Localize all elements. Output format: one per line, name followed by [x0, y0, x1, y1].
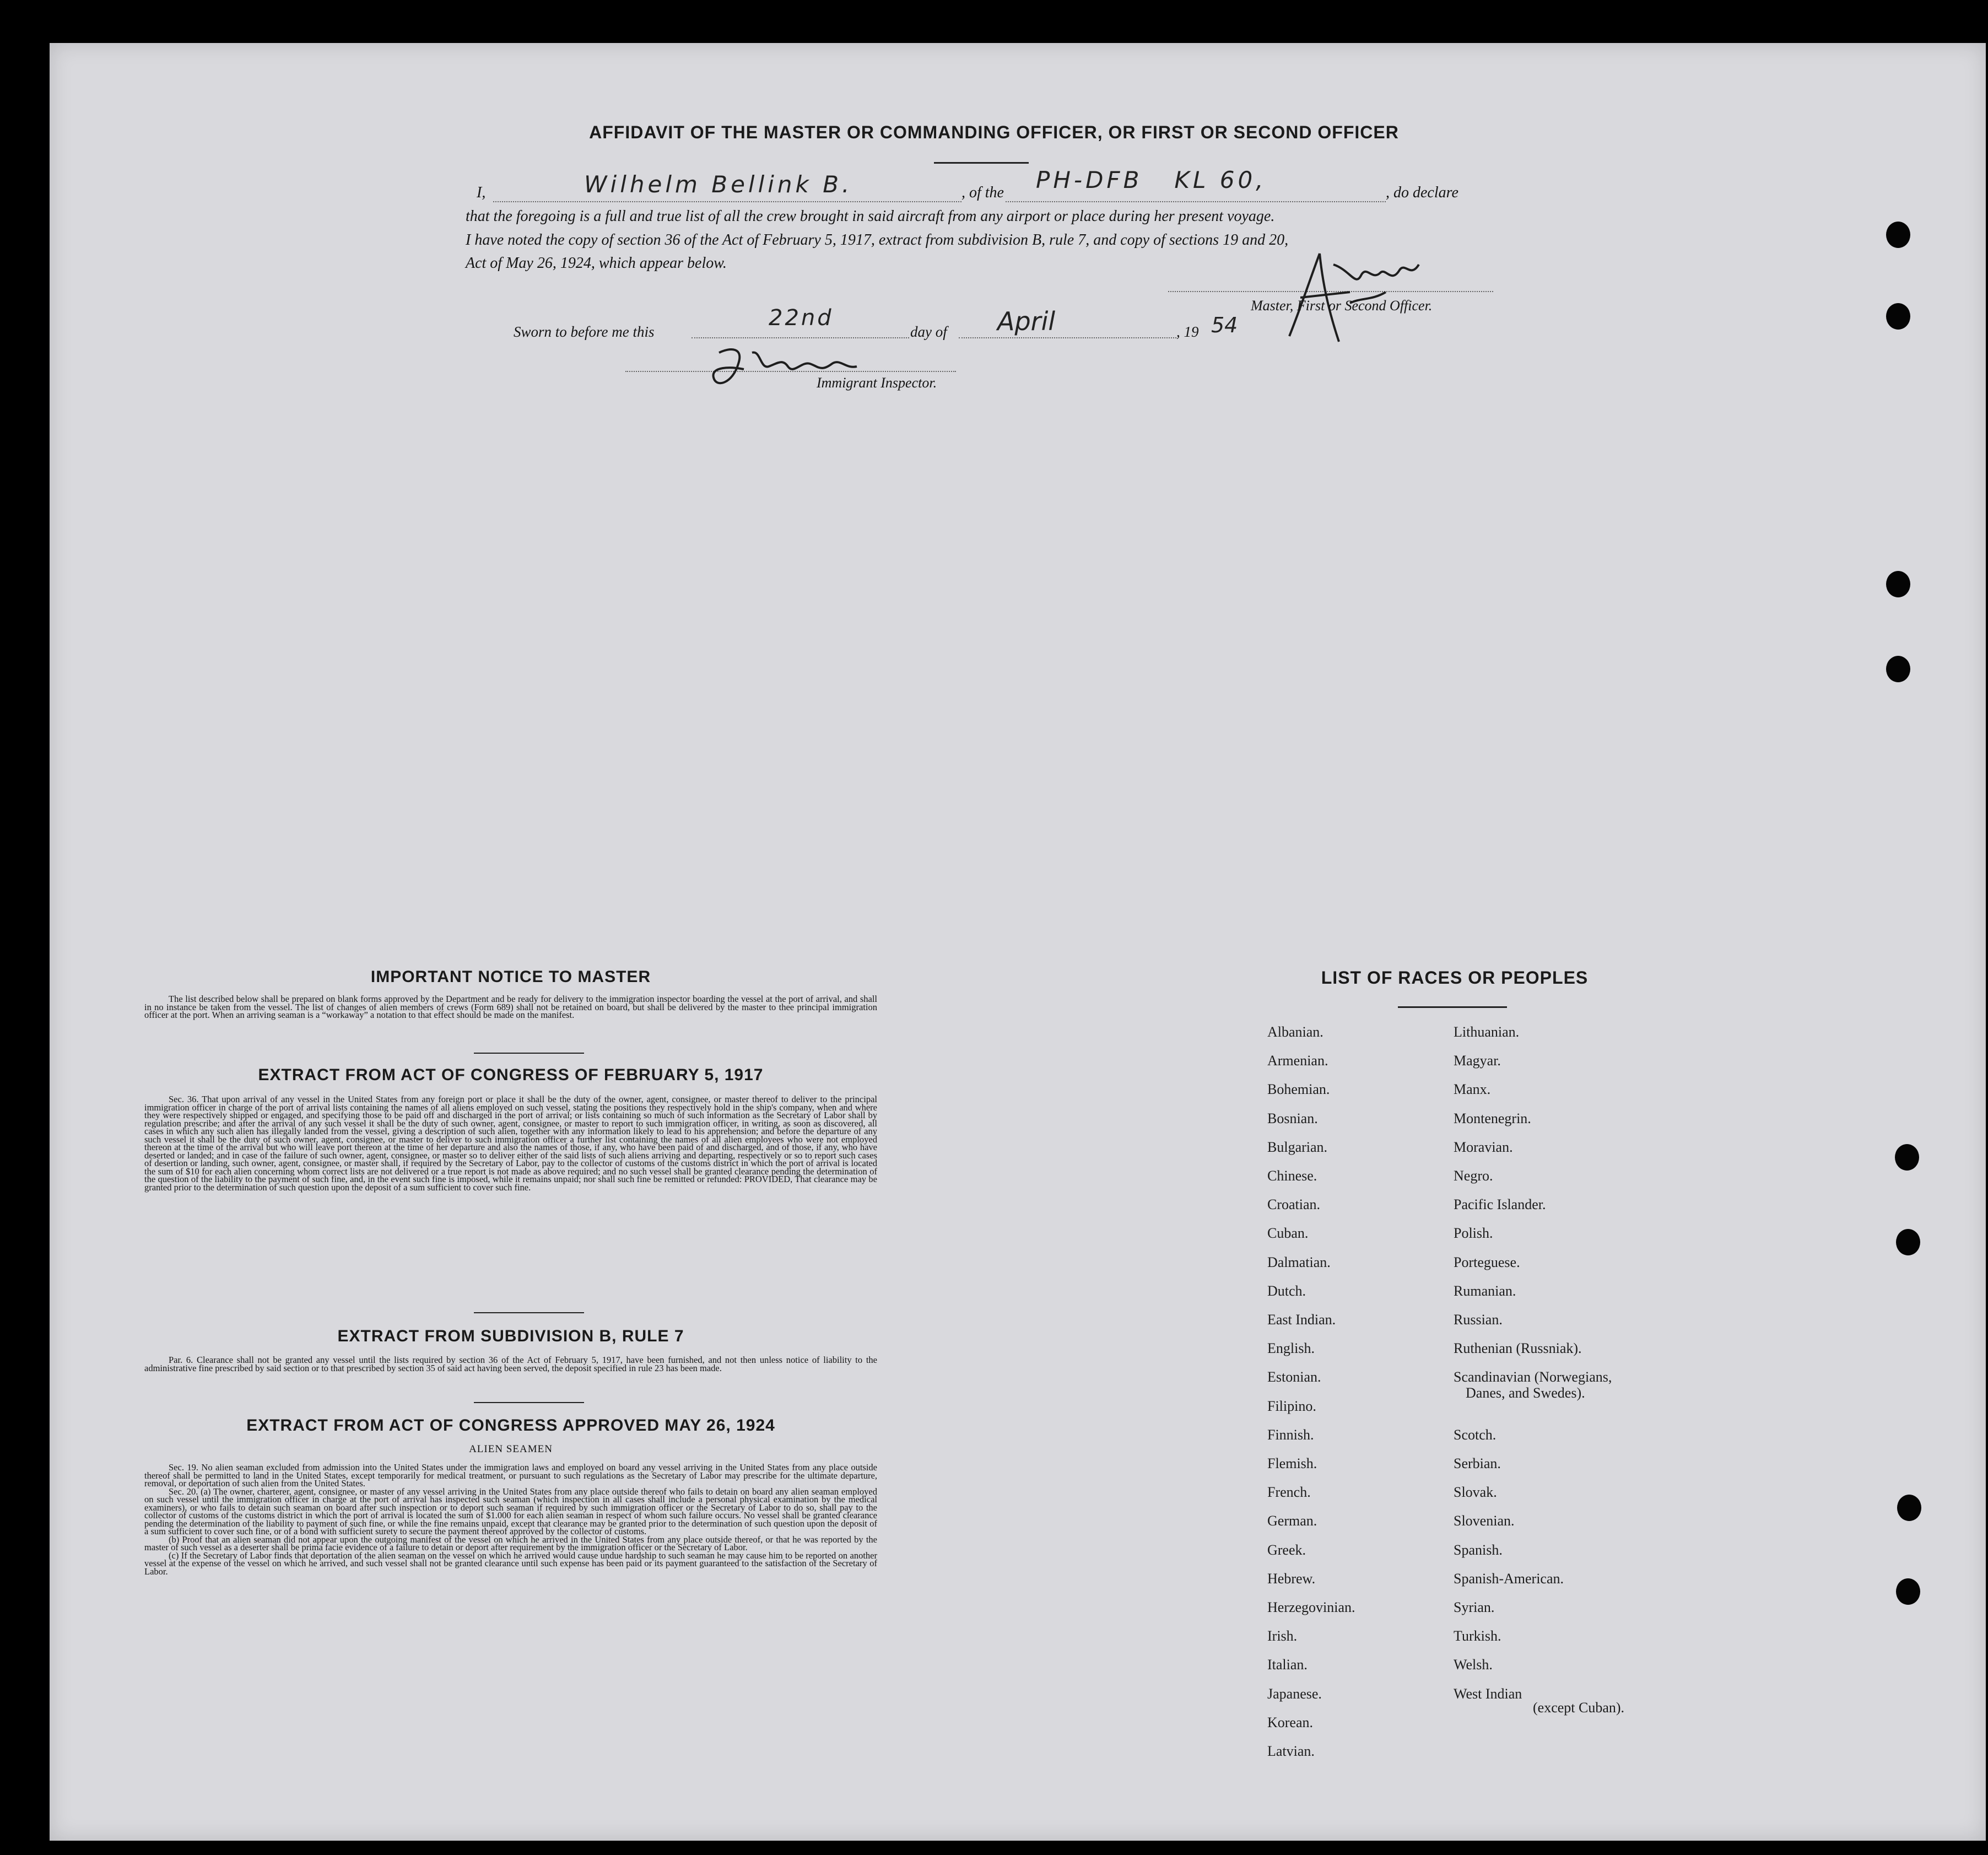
officer-name: Wilhelm Bellink B.	[584, 171, 853, 198]
race-item: Lithuanian.	[1454, 1024, 1520, 1040]
race-item: Scotch.	[1454, 1426, 1497, 1443]
race-item: Slovenian.	[1454, 1513, 1515, 1529]
races-divider	[1398, 1006, 1507, 1008]
race-item: Estonian.	[1267, 1369, 1321, 1385]
act1924-title: EXTRACT FROM ACT OF CONGRESS APPROVED MAY 26, 1924	[246, 1416, 775, 1435]
race-continuation: Danes, and Swedes).	[1466, 1385, 1585, 1401]
race-item: Armenian.	[1267, 1053, 1328, 1069]
act1924-text	[144, 1464, 877, 1576]
sworn-day: 22nd	[769, 305, 834, 331]
rule7-paragraph: Par. 6. Clearance shall not be granted any vessel until the lists required by section 36 of the Act of February 5, 1917, have been furnished, and not then unless notice of liability to the administrative fine prescribed by said section or to that prescribed by section 35 of said act having been served, the deposit specified in rule 23 has been made.	[144, 1355, 877, 1373]
notice-divider	[474, 1053, 584, 1054]
race-item: Moravian.	[1454, 1139, 1513, 1155]
race-item: Welsh.	[1454, 1657, 1493, 1673]
race-item: Slovak.	[1454, 1484, 1497, 1501]
race-item: English.	[1267, 1340, 1315, 1357]
race-item: Manx.	[1454, 1081, 1491, 1098]
race-item: Rumanian.	[1454, 1282, 1516, 1299]
race-item: Korean.	[1267, 1714, 1314, 1730]
notice-paragraph: The list described below shall be prepared on blank forms approved by the Department and be ready for delivery to the immigration inspector boarding the vessel at the port of arrival, and shall in no instance be taken from the vessel. The list of changes of alien members of crews (Form 689) shall not be retained on board, but shall be delivered by the master to thee principal immigration officer at the port. When an arriving seaman is a “workaway” a notation to that effect should be made on the manifest.	[144, 994, 877, 1020]
race-item: Polish.	[1454, 1225, 1493, 1242]
races-title: LIST OF RACES OR PEOPLES	[1321, 968, 1589, 988]
i-label: I,	[477, 184, 486, 201]
race-item: Dutch.	[1267, 1282, 1306, 1299]
punch-hole	[1886, 656, 1910, 682]
race-item: Turkish.	[1454, 1628, 1501, 1644]
race-item: Ruthenian (Russniak).	[1454, 1340, 1582, 1357]
affidavit-divider	[934, 162, 1029, 164]
year-prefix: , 19	[1176, 323, 1199, 340]
race-item: Albanian.	[1267, 1024, 1323, 1040]
race-item: Serbian.	[1454, 1455, 1501, 1471]
officer-signature	[1267, 231, 1444, 353]
race-item: Pacific Islander.	[1454, 1196, 1546, 1213]
race-item: Flemish.	[1267, 1455, 1317, 1471]
day-of-label: day of	[910, 323, 947, 340]
race-item: Montenegrin.	[1454, 1110, 1531, 1126]
race-item: Hebrew.	[1267, 1570, 1316, 1587]
race-item: Italian.	[1267, 1657, 1308, 1673]
affidavit-title: AFFIDAVIT OF THE MASTER OR COMMANDING OFFICER, OR FIRST OR SECOND OFFICER	[589, 122, 1399, 142]
race-item: Syrian.	[1454, 1599, 1495, 1615]
punch-hole	[1896, 1578, 1920, 1605]
race-item: Cuban.	[1267, 1225, 1309, 1242]
race-item: Scandinavian (Norwegians,	[1454, 1369, 1612, 1385]
affidavit-line-4: Act of May 26, 1924, which appear below.	[466, 255, 727, 272]
race-item: Finnish.	[1267, 1426, 1314, 1443]
punch-hole	[1886, 222, 1910, 248]
of-the-label: , of the	[961, 184, 1004, 201]
sec19-paragraph: Sec. 19. No alien seaman excluded from admission into the United States under the immigration laws and employed on board any vessel arriving in the United States from any place outside thereof shall be permitted to land in the United States, except temporarily for medical treatment, or pursuant to such regulations as the Secretary of Labor may prescribe for the ultimate departure, removal, or deportation of such alien from the United States.	[144, 1462, 877, 1489]
affidavit-line-3: I have noted the copy of section 36 of the Act of February 5, 1917, extract from subdivision B, rule 7, and copy of sections 19 and 20,	[466, 231, 1289, 249]
race-item: Croatian.	[1267, 1196, 1321, 1213]
race-item: Herzegovinian.	[1267, 1599, 1355, 1615]
race-item: Bohemian.	[1267, 1081, 1330, 1098]
officer-caption: Master, First or Second Officer.	[1251, 298, 1433, 314]
act1917-text	[144, 1096, 877, 1191]
race-item: Greek.	[1267, 1541, 1306, 1558]
race-item: Russian.	[1454, 1312, 1503, 1328]
race-item: German.	[1267, 1513, 1317, 1529]
race-item: Porteguese.	[1454, 1254, 1520, 1270]
race-item: Negro.	[1454, 1168, 1493, 1184]
sec20b-paragraph: (b) Proof that an alien seaman did not appear upon the outgoing manifest of the vessel on which he arrived in the United States from any place outside thereof, or that he was reported by the master of such vessel as a deserter shall be prima facie evidence of a failure to detain or deport after requirement by the immigration officer or the Secretary of Labor.	[144, 1534, 877, 1552]
sec20a-paragraph: Sec. 20. (a) The owner, charterer, agent, consignee, or master of any vessel arriving in the United States from any place outside thereof who fails to detain on board any alien seaman employed on such vessel until the immigration officer in charge at the port of arrival has inspected such seaman (which inspection in all cases shall include a personal physical examination by the medical examiners), or who fails to detain such seaman on board after such inspection or to deport such seaman if required by such immigration officer or the Secretary of Labor to do so, shall pay to the collector of customs of the customs district in which the port of arrival is located the sum of $1.000 for each alien seaman in respect of whom such failure occurs. No vessel shall be granted clearance pending the determination of the liability to payment of such fine, or while the fine remains unpaid, except that clearance may be granted prior to the determination of such question upon the deposit of a sum sufficient to cover such fine, or of a bond with sufficient surety to secure the payment thereof approved by the collector of customs.	[144, 1486, 877, 1536]
race-continuation: (except Cuban).	[1533, 1700, 1625, 1716]
rule7-text	[144, 1356, 877, 1372]
race-item: Spanish.	[1454, 1541, 1503, 1558]
race-item: Spanish-American.	[1454, 1570, 1564, 1587]
act1924-subtitle: ALIEN SEAMEN	[469, 1443, 553, 1455]
notice-text	[144, 995, 877, 1020]
sworn-label: Sworn to before me this	[514, 323, 655, 340]
sec20c-paragraph: (c) If the Secretary of Labor finds that deportation of the alien seaman on the vessel on which he arrived would cause undue hardship to such seaman he may cause him to be reported on another vessel at the expense of the vessel on which he arrived, and such vessel shall not be granted clearance until such expense has been paid or its payment guaranteed to the satisfaction of the Secretary of Labor.	[144, 1550, 877, 1577]
race-item: West Indian	[1454, 1685, 1522, 1702]
punch-hole	[1897, 1495, 1921, 1521]
inspector-caption: Immigrant Inspector.	[817, 375, 937, 391]
race-item: Filipino.	[1267, 1398, 1316, 1414]
act1917-paragraph: Sec. 36. That upon arrival of any vessel in the United States from any foreign port or place it shall be the duty of the owner, agent, consignee, or master thereof to deliver to the principal immigration officer in charge of the port of arrival lists containing the names of all aliens employed on such vessel, stating the positions they respectively hold in the ship's company, when and where they were respectively shipped or engaged, and specifying those to be paid off and discharged in the port of arrival; or lists containing so much of such information as the Secretary of Labor shall by regulation prescribe; and after the arrival of any such vessel it shall be the duty of such owner, agent, consignee, or master to report to such immigration officer, in writing, as soon as discovered, all cases in which any such alien has illegally landed from the vessel, giving a description of such alien, together with any information likely to lead to his apprehension; and before the departure of any such vessel it shall be the duty of such owner, agent, consignee, or master to deliver to such immigration officer a further list containing the names of all alien employees who were not employed thereon at the time of the arrival but who will leave port thereon at the time of her departure and also the names of those, if any, who have been paid of and discharged, and of those, if any, who have deserted or landed; and in case of the failure of such owner, agent, consignee, or master so to deliver either of the said lists of such aliens arriving and departing, respectively or so to report such cases of desertion or landing, such owner, agent, consignee, or master shall, if required by the Secretary of Labor, pay to the collector of customs of the customs district in which the port of arrival is located the sum of $10 for each alien concerning whom correct lists are not delivered or a true report is not made as above required; and no such vessel shall be granted clearance pending the determination of the question of the liability to the payment of such fine, and, in the event such fine is imposed, while it remains unpaid; nor shall such fine be remitted or refunded: PROVIDED, That clearance may be granted prior to the determination of such question upon the deposit of a sum sufficient to cover such fine.	[144, 1094, 877, 1193]
punch-hole	[1886, 303, 1910, 330]
race-item: Latvian.	[1267, 1743, 1315, 1759]
sworn-month-line	[959, 337, 1176, 338]
sworn-year: 54	[1211, 313, 1238, 337]
race-item: Bosnian.	[1267, 1110, 1318, 1126]
act1917-title: EXTRACT FROM ACT OF CONGRESS OF FEBRUARY 5, 1917	[258, 1066, 764, 1084]
notice-title: IMPORTANT NOTICE TO MASTER	[370, 968, 651, 986]
do-declare-label: , do declare	[1386, 184, 1458, 201]
race-item: Irish.	[1267, 1628, 1298, 1644]
punch-hole	[1896, 1229, 1920, 1255]
race-item: Bulgarian.	[1267, 1139, 1328, 1155]
affidavit-line-2: that the foregoing is a full and true list of all the crew brought in said aircraft from any airport or place during her present voyage.	[466, 208, 1275, 225]
race-item: French.	[1267, 1484, 1311, 1501]
name-line	[493, 201, 961, 202]
race-item: Japanese.	[1267, 1685, 1322, 1702]
race-item: Chinese.	[1267, 1168, 1317, 1184]
act1917-divider	[474, 1312, 584, 1313]
race-item: Magyar.	[1454, 1053, 1501, 1069]
aircraft-id: PH-DFB KL 60,	[1036, 166, 1267, 193]
race-item: East Indian.	[1267, 1312, 1336, 1328]
race-item: Dalmatian.	[1267, 1254, 1331, 1270]
aircraft-line	[1006, 201, 1386, 202]
punch-hole	[1895, 1144, 1919, 1171]
punch-hole	[1886, 571, 1910, 597]
rule7-divider	[474, 1402, 584, 1403]
sworn-month: April	[997, 306, 1056, 336]
rule7-title: EXTRACT FROM SUBDIVISION B, RULE 7	[337, 1327, 684, 1345]
